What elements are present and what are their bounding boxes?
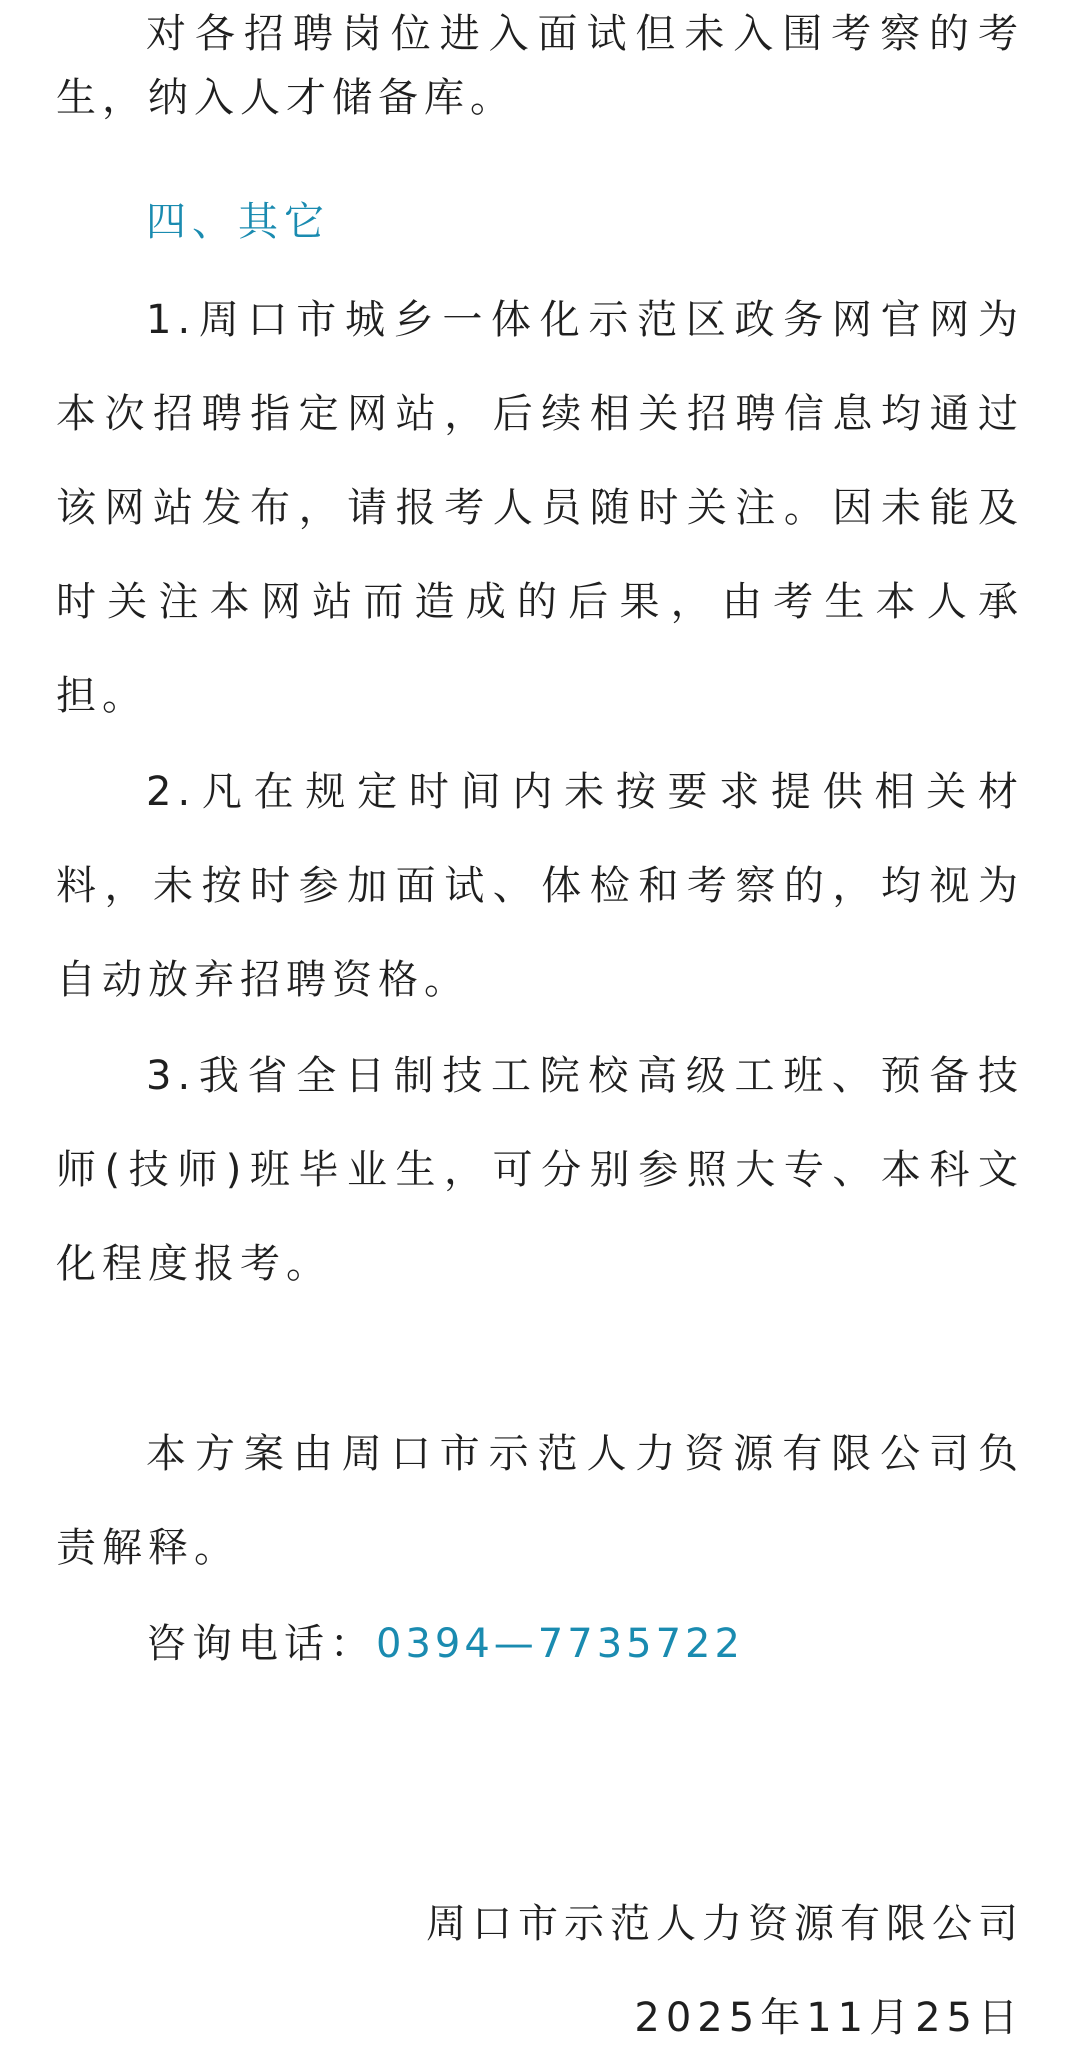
list-item-2-line: 料，未按时参加面试、体检和考察的，均视为 xyxy=(56,863,1024,909)
list-item-2-line: 自动放弃招聘资格。 xyxy=(56,957,470,1003)
closing-line: 本方案由周口市示范人力资源有限公司负 xyxy=(146,1431,1024,1477)
list-item-1-line: 担。 xyxy=(56,673,148,719)
section-heading: 四、其它 xyxy=(146,199,330,245)
list-item-1-line: 该网站发布，请报考人员随时关注。因未能及 xyxy=(56,485,1024,531)
paragraph-line: 对各招聘岗位进入面试但未入围考察的考 xyxy=(146,11,1024,57)
list-item-2-line: 2.凡在规定时间内未按要求提供相关材 xyxy=(146,769,1024,815)
list-item-3-line: 3.我省全日制技工院校高级工班、预备技 xyxy=(146,1053,1024,1099)
list-item-3-line: 化程度报考。 xyxy=(56,1241,332,1287)
signature-date: 2025年11月25日 xyxy=(634,1995,1024,2041)
paragraph-line: 生，纳入人才储备库。 xyxy=(56,75,516,121)
signature-organization: 周口市示范人力资源有限公司 xyxy=(426,1901,1024,1947)
closing-line: 责解释。 xyxy=(56,1525,240,1571)
contact-phone-row xyxy=(146,1614,1024,1674)
list-item-1-line: 时关注本网站而造成的后果，由考生本人承 xyxy=(56,579,1024,625)
phone-label: 咨询电话： xyxy=(146,1621,376,1667)
list-item-1-line: 本次招聘指定网站，后续相关招聘信息均通过 xyxy=(56,391,1024,437)
list-item-3-line: 师(技师)班毕业生，可分别参照大专、本科文 xyxy=(56,1147,1024,1193)
list-item-1-line: 1.周口市城乡一体化示范区政务网官网为 xyxy=(146,297,1024,343)
phone-number-link[interactable]: 0394—7735722 xyxy=(376,1621,744,1667)
